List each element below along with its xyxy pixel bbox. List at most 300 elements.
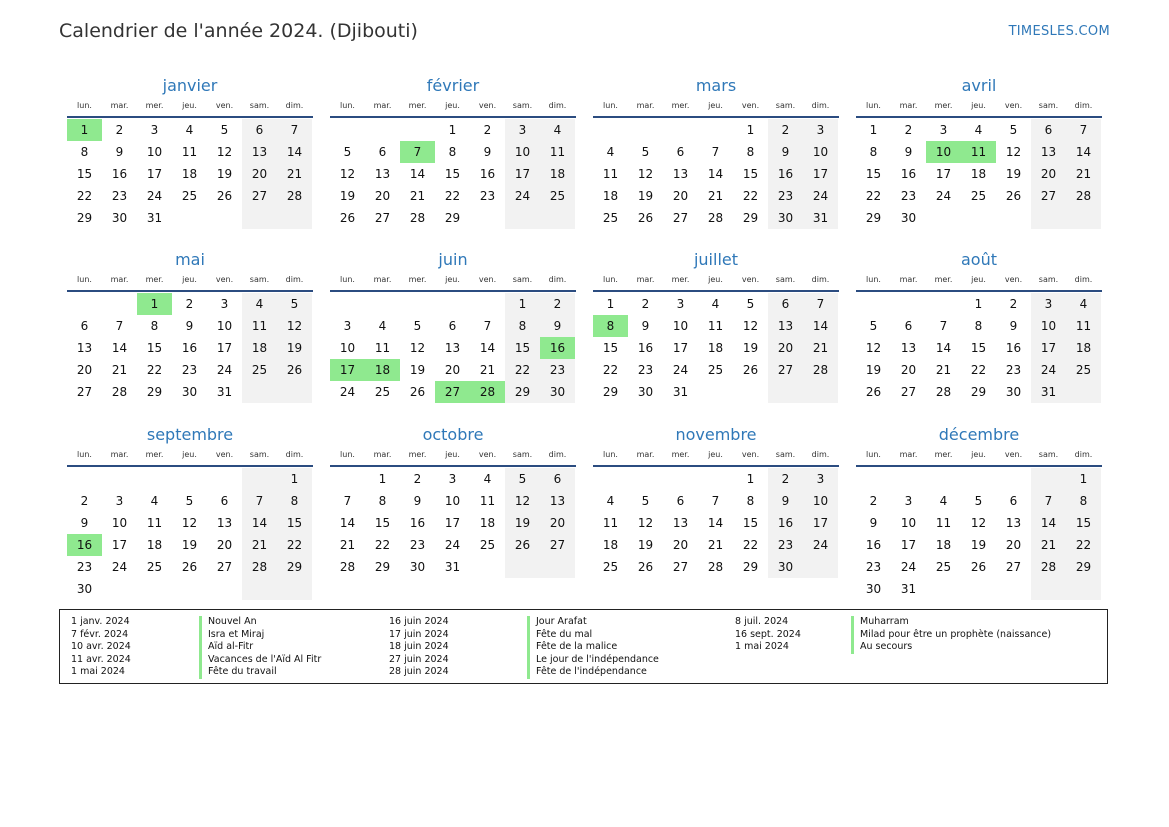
day-cell: 28 — [1066, 185, 1101, 207]
day-cell: 24 — [672, 363, 689, 377]
day-cell: 30 — [865, 582, 882, 596]
weekday-label: dim. — [285, 450, 304, 459]
weekday-label: lun. — [603, 450, 618, 459]
day-cell: 11 — [602, 516, 619, 530]
day-cell: 10 — [803, 490, 838, 512]
day-cell: 17 — [111, 538, 128, 552]
day-cell: 17 — [505, 163, 540, 185]
day-cell: 2 — [869, 494, 878, 508]
day-cell: 21 — [339, 538, 356, 552]
day-cell: 20 — [216, 538, 233, 552]
day-cell: 14 — [935, 341, 952, 355]
empty-cell — [593, 119, 628, 141]
day-cell: 13 — [242, 141, 277, 163]
month-1 — [330, 74, 576, 229]
weekday-header — [330, 447, 576, 467]
day-cell: 30 — [1005, 385, 1022, 399]
empty-cell — [768, 381, 803, 403]
month-0 — [67, 74, 313, 229]
day-cell: 9 — [115, 145, 124, 159]
day-cell: 31 — [803, 207, 838, 229]
empty-cell — [593, 468, 628, 490]
legend-holiday-name: Le jour de l'indépendance — [527, 654, 659, 667]
empty-cell — [400, 293, 435, 315]
empty-cell — [207, 207, 242, 229]
legend-holiday-name: Fête de la malice — [527, 641, 659, 654]
day-cell: 23 — [540, 359, 575, 381]
day-cell: 22 — [742, 189, 759, 203]
day-cell: 12 — [970, 516, 987, 530]
day-cell: 26 — [181, 560, 198, 574]
day-cell: 29 — [505, 381, 540, 403]
weekday-label: mar. — [636, 101, 655, 110]
day-cell: 23 — [768, 185, 803, 207]
weekday-label: ven. — [478, 275, 497, 284]
day-cell: 19 — [970, 538, 987, 552]
weekday-label: ven. — [1004, 101, 1023, 110]
holiday-day-cell: 1 — [67, 119, 102, 141]
day-cell: 2 — [413, 472, 422, 486]
empty-cell — [856, 468, 891, 490]
weekday-label: mar. — [373, 101, 392, 110]
legend-dates — [735, 616, 801, 654]
day-cell: 23 — [768, 534, 803, 556]
day-cell: 30 — [409, 560, 426, 574]
empty-cell — [172, 578, 207, 600]
weekday-label: mer. — [145, 275, 164, 284]
weekday-header — [856, 272, 1102, 292]
month-name: mai — [175, 250, 205, 269]
empty-cell — [1066, 207, 1101, 229]
day-cell: 3 — [115, 494, 124, 508]
weekday-label: sam. — [512, 450, 533, 459]
empty-cell — [172, 468, 207, 490]
weekday-label: mar. — [899, 450, 918, 459]
holiday-legend — [59, 609, 1108, 684]
empty-cell — [102, 468, 137, 490]
day-cell: 19 — [216, 167, 233, 181]
month-11 — [856, 423, 1102, 600]
day-cell: 14 — [339, 516, 356, 530]
day-cell: 6 — [1031, 119, 1066, 141]
legend-names — [199, 616, 321, 679]
weekday-label: mar. — [110, 101, 129, 110]
day-cell: 1 — [448, 123, 457, 137]
weekday-label: dim. — [548, 101, 567, 110]
day-cell: 16 — [768, 163, 803, 185]
day-grid — [856, 292, 1102, 403]
weekday-header — [330, 272, 576, 292]
day-cell: 20 — [768, 337, 803, 359]
empty-cell — [242, 578, 277, 600]
empty-cell — [242, 468, 277, 490]
day-cell: 14 — [707, 167, 724, 181]
weekday-label: dim. — [285, 275, 304, 284]
day-cell: 24 — [216, 363, 233, 377]
day-cell: 7 — [711, 494, 720, 508]
weekday-header — [593, 98, 839, 118]
day-cell: 21 — [409, 189, 426, 203]
empty-cell — [663, 468, 698, 490]
month-6 — [593, 248, 839, 403]
weekday-label: ven. — [478, 450, 497, 459]
legend-date: 16 sept. 2024 — [735, 628, 801, 640]
day-cell: 22 — [146, 363, 163, 377]
day-cell: 9 — [904, 145, 913, 159]
day-cell: 15 — [277, 512, 312, 534]
day-cell: 25 — [935, 560, 952, 574]
day-cell: 11 — [707, 319, 724, 333]
day-cell: 5 — [641, 494, 650, 508]
day-cell: 8 — [505, 315, 540, 337]
day-cell: 6 — [768, 293, 803, 315]
legend-holiday-name: Vacances de l'Aïd Al Fitr — [199, 654, 321, 667]
weekday-label: sam. — [775, 101, 796, 110]
empty-cell — [926, 207, 961, 229]
day-cell: 16 — [865, 538, 882, 552]
day-cell: 15 — [865, 167, 882, 181]
day-cell: 22 — [602, 363, 619, 377]
day-cell: 23 — [1005, 363, 1022, 377]
weekday-label: jeu. — [971, 101, 986, 110]
day-cell: 19 — [505, 512, 540, 534]
day-cell: 7 — [242, 490, 277, 512]
day-cell: 7 — [483, 319, 492, 333]
day-cell: 9 — [413, 494, 422, 508]
day-cell: 7 — [1031, 490, 1066, 512]
day-cell: 27 — [76, 385, 93, 399]
legend-date: 1 mai 2024 — [735, 641, 789, 653]
day-cell: 1 — [746, 123, 755, 137]
day-cell: 17 — [900, 538, 917, 552]
legend-date: 28 juin 2024 — [389, 666, 449, 678]
day-cell: 14 — [1031, 512, 1066, 534]
day-cell: 13 — [374, 167, 391, 181]
day-cell: 3 — [448, 472, 457, 486]
holiday-day-cell: 7 — [400, 141, 435, 163]
day-cell: 20 — [672, 538, 689, 552]
day-cell: 20 — [540, 512, 575, 534]
day-cell: 6 — [540, 468, 575, 490]
day-cell: 10 — [339, 341, 356, 355]
day-cell: 13 — [900, 341, 917, 355]
day-cell: 29 — [742, 211, 759, 225]
day-cell: 4 — [483, 472, 492, 486]
day-cell: 2 — [80, 494, 89, 508]
weekday-label: jeu. — [708, 450, 723, 459]
legend-holiday-name: Nouvel An — [199, 616, 321, 629]
day-cell: 26 — [216, 189, 233, 203]
day-cell: 17 — [803, 512, 838, 534]
day-cell: 3 — [1031, 293, 1066, 315]
day-cell: 15 — [374, 516, 391, 530]
day-cell: 23 — [409, 538, 426, 552]
holiday-day-cell: 8 — [593, 315, 628, 337]
weekday-label: dim. — [811, 450, 830, 459]
empty-cell — [365, 119, 400, 141]
day-cell: 3 — [505, 119, 540, 141]
day-cell: 4 — [242, 293, 277, 315]
day-grid — [330, 118, 576, 229]
day-cell: 12 — [865, 341, 882, 355]
day-cell: 1 — [505, 293, 540, 315]
empty-cell — [540, 207, 575, 229]
day-cell: 6 — [220, 494, 229, 508]
day-cell: 23 — [76, 560, 93, 574]
weekday-label: lun. — [603, 275, 618, 284]
weekday-label: jeu. — [182, 275, 197, 284]
weekday-label: mer. — [408, 450, 427, 459]
day-cell: 25 — [602, 211, 619, 225]
day-grid — [593, 292, 839, 403]
day-cell: 5 — [746, 297, 755, 311]
empty-cell — [470, 556, 505, 578]
day-cell: 7 — [1066, 119, 1101, 141]
day-cell: 26 — [637, 560, 654, 574]
empty-cell — [365, 293, 400, 315]
day-cell: 23 — [637, 363, 654, 377]
day-cell: 1 — [746, 472, 755, 486]
day-cell: 27 — [900, 385, 917, 399]
weekday-label: lun. — [340, 450, 355, 459]
day-cell: 10 — [672, 319, 689, 333]
weekday-label: lun. — [340, 101, 355, 110]
month-name: août — [960, 250, 997, 269]
day-cell: 7 — [343, 494, 352, 508]
day-cell: 18 — [479, 516, 496, 530]
day-cell: 13 — [444, 341, 461, 355]
weekday-label: sam. — [249, 101, 270, 110]
day-cell: 26 — [277, 359, 312, 381]
empty-cell — [961, 207, 996, 229]
holiday-day-cell: 17 — [330, 359, 365, 381]
day-cell: 24 — [505, 185, 540, 207]
day-cell: 16 — [479, 167, 496, 181]
holiday-day-cell: 11 — [961, 141, 996, 163]
day-cell: 5 — [869, 319, 878, 333]
day-cell: 27 — [374, 211, 391, 225]
holiday-day-cell: 27 — [435, 381, 470, 403]
day-cell: 9 — [768, 490, 803, 512]
day-cell: 26 — [1005, 189, 1022, 203]
month-name: février — [426, 76, 480, 95]
weekday-label: ven. — [478, 101, 497, 110]
day-cell: 4 — [974, 123, 983, 137]
legend-date: 17 juin 2024 — [389, 628, 449, 640]
day-cell: 20 — [374, 189, 391, 203]
empty-cell — [102, 293, 137, 315]
day-cell: 9 — [483, 145, 492, 159]
weekday-header — [67, 447, 313, 467]
day-cell: 25 — [1066, 359, 1101, 381]
empty-cell — [1031, 468, 1066, 490]
day-grid — [330, 292, 576, 403]
day-cell: 30 — [768, 207, 803, 229]
month-name: juillet — [693, 250, 739, 269]
day-cell: 26 — [409, 385, 426, 399]
day-cell: 4 — [150, 494, 159, 508]
weekday-label: dim. — [548, 275, 567, 284]
day-cell: 27 — [242, 185, 277, 207]
day-cell: 11 — [181, 145, 198, 159]
day-cell: 14 — [409, 167, 426, 181]
weekday-label: jeu. — [182, 101, 197, 110]
day-cell: 19 — [637, 538, 654, 552]
weekday-label: mar. — [110, 275, 129, 284]
day-cell: 8 — [378, 494, 387, 508]
day-cell: 12 — [505, 490, 540, 512]
day-cell: 9 — [80, 516, 89, 530]
day-cell: 29 — [970, 385, 987, 399]
day-cell: 20 — [900, 363, 917, 377]
day-cell: 8 — [448, 145, 457, 159]
empty-cell — [137, 578, 172, 600]
day-cell: 29 — [602, 385, 619, 399]
day-cell: 29 — [277, 556, 312, 578]
empty-cell — [1031, 207, 1066, 229]
month-name: avril — [961, 76, 997, 95]
month-2 — [593, 74, 839, 229]
weekday-label: jeu. — [971, 275, 986, 284]
day-cell: 19 — [865, 363, 882, 377]
empty-cell — [435, 293, 470, 315]
weekday-label: lun. — [866, 101, 881, 110]
day-cell: 27 — [672, 211, 689, 225]
day-cell: 14 — [803, 315, 838, 337]
weekday-label: ven. — [1004, 450, 1023, 459]
weekday-label: dim. — [285, 101, 304, 110]
weekday-label: ven. — [741, 275, 760, 284]
empty-cell — [277, 381, 312, 403]
day-cell: 27 — [768, 359, 803, 381]
brand-link[interactable]: TIMESLES.COM — [1008, 24, 1110, 39]
day-cell: 6 — [242, 119, 277, 141]
day-cell: 1 — [606, 297, 615, 311]
day-cell: 23 — [865, 560, 882, 574]
day-cell: 3 — [904, 494, 913, 508]
day-cell: 11 — [242, 315, 277, 337]
weekday-label: mer. — [145, 101, 164, 110]
day-cell: 28 — [339, 560, 356, 574]
month-name: janvier — [162, 76, 218, 95]
weekday-label: lun. — [77, 101, 92, 110]
weekday-label: ven. — [215, 101, 234, 110]
day-cell: 5 — [641, 145, 650, 159]
day-cell: 24 — [935, 189, 952, 203]
weekday-label: sam. — [775, 275, 796, 284]
day-cell: 11 — [935, 516, 952, 530]
day-cell: 11 — [602, 167, 619, 181]
month-name: octobre — [422, 425, 484, 444]
day-cell: 23 — [111, 189, 128, 203]
month-name: septembre — [146, 425, 234, 444]
day-cell: 13 — [216, 516, 233, 530]
day-cell: 17 — [803, 163, 838, 185]
weekday-label: dim. — [1074, 450, 1093, 459]
empty-cell — [891, 468, 926, 490]
empty-cell — [330, 119, 365, 141]
legend-date: 11 avr. 2024 — [71, 653, 131, 665]
day-cell: 4 — [939, 494, 948, 508]
day-cell: 13 — [76, 341, 93, 355]
day-cell: 21 — [935, 363, 952, 377]
day-grid — [856, 118, 1102, 229]
day-cell: 5 — [413, 319, 422, 333]
day-cell: 30 — [900, 211, 917, 225]
day-cell: 16 — [637, 341, 654, 355]
day-cell: 6 — [80, 319, 89, 333]
day-cell: 1 — [974, 297, 983, 311]
weekday-label: mer. — [408, 101, 427, 110]
day-cell: 6 — [676, 145, 685, 159]
day-cell: 17 — [935, 167, 952, 181]
page-title: Calendrier de l'année 2024. (Djibouti) — [59, 20, 418, 42]
empty-cell — [926, 293, 961, 315]
day-cell: 9 — [540, 315, 575, 337]
day-cell: 28 — [707, 211, 724, 225]
day-cell: 24 — [111, 560, 128, 574]
day-cell: 13 — [1031, 141, 1066, 163]
day-grid — [593, 467, 839, 578]
day-cell: 26 — [339, 211, 356, 225]
day-cell: 28 — [111, 385, 128, 399]
legend-holiday-name: Muharram — [851, 616, 1051, 629]
weekday-label: dim. — [811, 275, 830, 284]
legend-date: 1 janv. 2024 — [71, 616, 130, 627]
day-cell: 14 — [277, 141, 312, 163]
weekday-label: lun. — [340, 275, 355, 284]
day-cell: 30 — [76, 582, 93, 596]
day-cell: 8 — [277, 490, 312, 512]
day-cell: 2 — [185, 297, 194, 311]
day-grid — [67, 118, 313, 229]
legend-holiday-name: Jour Arafat — [527, 616, 659, 629]
day-cell: 16 — [181, 341, 198, 355]
day-cell: 22 — [374, 538, 391, 552]
day-cell: 3 — [803, 119, 838, 141]
day-cell: 22 — [1066, 534, 1101, 556]
day-cell: 1 — [1066, 468, 1101, 490]
month-name: mars — [695, 76, 737, 95]
weekday-label: mer. — [145, 450, 164, 459]
weekday-label: mar. — [110, 450, 129, 459]
calendar-grid — [67, 74, 1103, 604]
day-cell: 5 — [974, 494, 983, 508]
day-cell: 10 — [505, 141, 540, 163]
day-cell: 13 — [768, 315, 803, 337]
day-cell: 20 — [444, 363, 461, 377]
weekday-label: lun. — [866, 275, 881, 284]
day-cell: 15 — [742, 516, 759, 530]
day-cell: 25 — [970, 189, 987, 203]
empty-cell — [277, 578, 312, 600]
day-grid — [856, 467, 1102, 600]
day-cell: 12 — [181, 516, 198, 530]
weekday-label: jeu. — [445, 101, 460, 110]
month-name: décembre — [938, 425, 1020, 444]
weekday-label: dim. — [548, 450, 567, 459]
legend-holiday-name: Au secours — [851, 641, 1051, 654]
day-cell: 14 — [1066, 141, 1101, 163]
day-cell: 24 — [900, 560, 917, 574]
day-cell: 8 — [869, 145, 878, 159]
day-cell: 7 — [115, 319, 124, 333]
month-8 — [67, 423, 313, 600]
day-cell: 8 — [1066, 490, 1101, 512]
day-cell: 22 — [444, 189, 461, 203]
day-cell: 19 — [409, 363, 426, 377]
day-cell: 25 — [374, 385, 391, 399]
